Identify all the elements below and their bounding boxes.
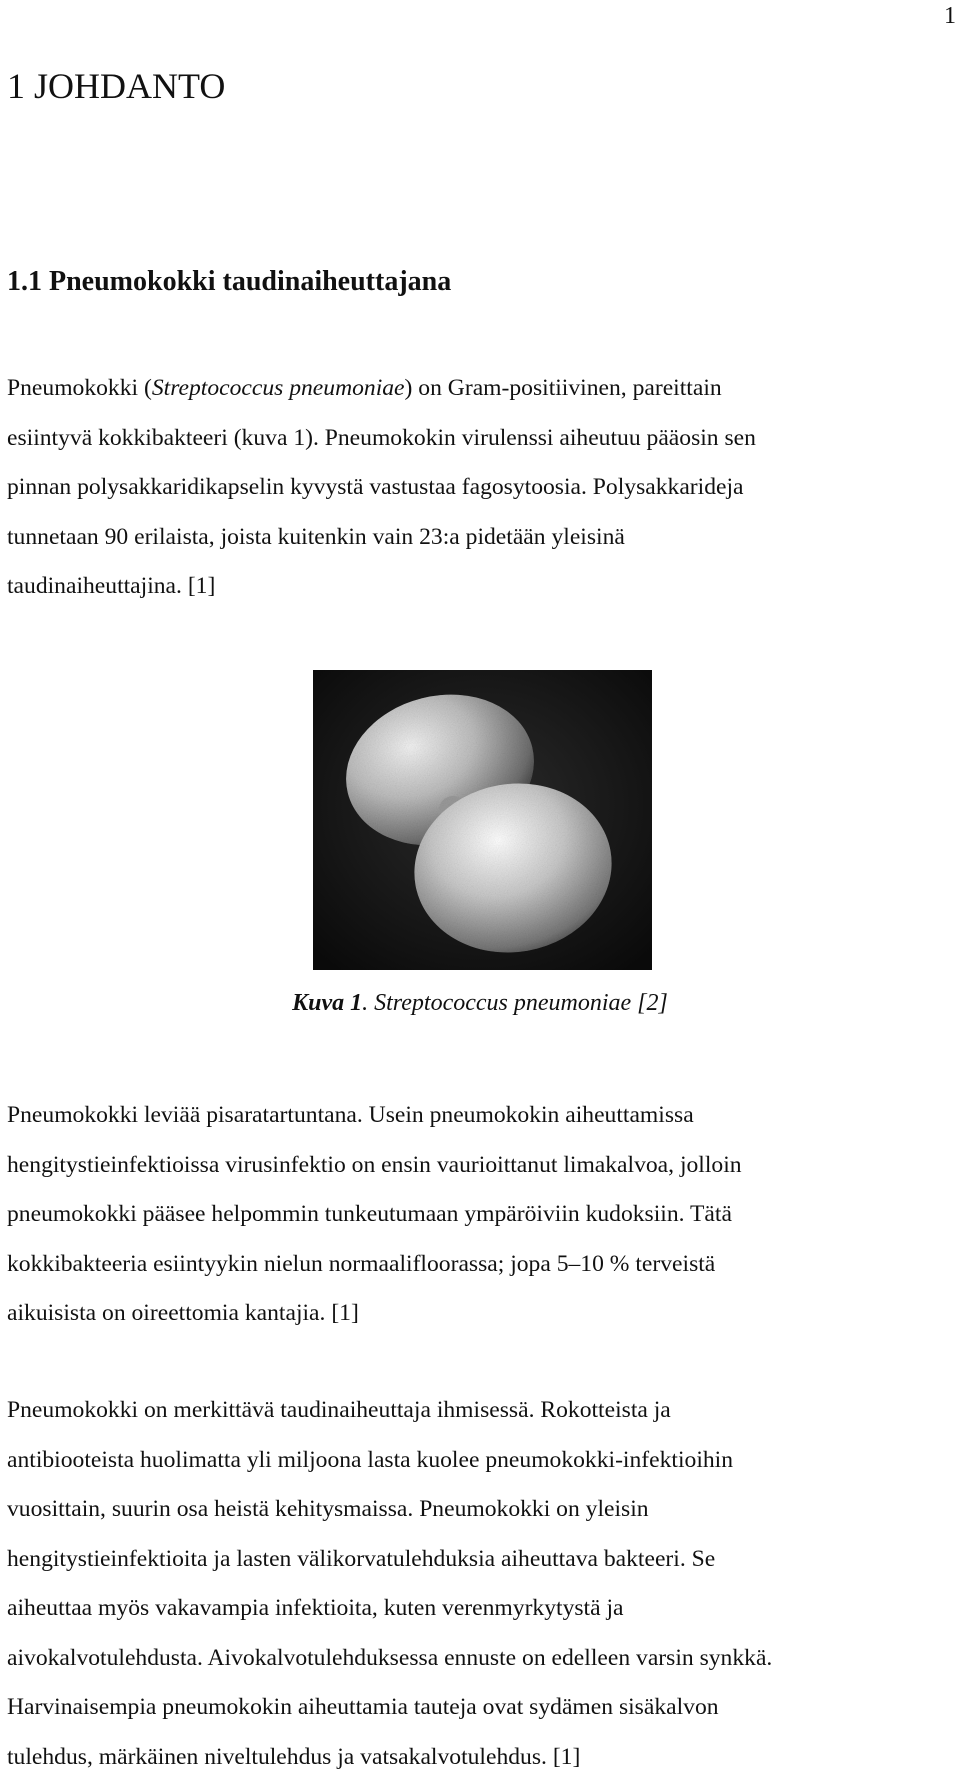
text-span: ) on Gram-positiivinen, pareittain	[405, 375, 722, 401]
caption-label: Kuva 1	[292, 990, 362, 1016]
species-name-italic: Streptococcus pneumoniae	[152, 375, 405, 401]
paragraph-line	[7, 364, 952, 414]
section-heading: 1.1 Pneumokokki taudinaiheuttajana	[7, 265, 451, 299]
paragraph-line: Harvinaisempia pneumokokin aiheuttamia tauteja ovat sydämen sisäkalvon	[7, 1683, 952, 1733]
paragraph-line: pneumokokki pääsee helpommin tunkeutumaan ympäröiviin kudoksiin. Tätä	[7, 1190, 952, 1240]
paragraph-line: Pneumokokki on merkittävä taudinaiheuttaja ihmisessä. Rokotteista ja	[7, 1386, 952, 1436]
paragraph-line: aivokalvotulehdusta. Aivokalvotulehduksessa ennuste on edelleen varsin synkkä.	[7, 1634, 952, 1684]
paragraph-line: taudinaiheuttajina. [1]	[7, 562, 952, 612]
bacteria-micrograph-image	[313, 670, 652, 970]
paragraph-line: hengitystieinfektioissa virusinfektio on ensin vaurioittanut limakalvoa, jolloin	[7, 1141, 952, 1191]
paragraph-line: vuosittain, suurin osa heistä kehitysmaissa. Pneumokokki on yleisin	[7, 1485, 952, 1535]
paragraph-line: tulehdus, märkäinen niveltulehdus ja vatsakalvotulehdus. [1]	[7, 1733, 952, 1782]
paragraph-line: aikuisista on oireettomia kantajia. [1]	[7, 1289, 952, 1339]
paragraph-significance	[7, 1386, 952, 1782]
paragraph-transmission	[7, 1091, 952, 1339]
paragraph-intro	[7, 364, 952, 612]
chapter-heading: 1 JOHDANTO	[7, 64, 225, 108]
paragraph-line: tunnetaan 90 erilaista, joista kuitenkin vain 23:a pidetään yleisinä	[7, 513, 952, 563]
paragraph-line: esiintyvä kokkibakteeri (kuva 1). Pneumokokin virulenssi aiheutuu pääosin sen	[7, 414, 952, 464]
paragraph-line: hengitystieinfektioita ja lasten välikorvatulehduksia aiheuttava bakteeri. Se	[7, 1535, 952, 1585]
text-span: Pneumokokki (	[7, 375, 152, 401]
figure-caption	[0, 988, 960, 1018]
caption-text: . Streptococcus pneumoniae [2]	[362, 990, 668, 1016]
paragraph-line: pinnan polysakkaridikapselin kyvystä vastustaa fagosytoosia. Polysakkarideja	[7, 463, 952, 513]
paragraph-line: Pneumokokki leviää pisaratartuntana. Usein pneumokokin aiheuttamissa	[7, 1091, 952, 1141]
paragraph-line: kokkibakteeria esiintyykin nielun normaalifloorassa; jopa 5–10 % terveistä	[7, 1240, 952, 1290]
page-number: 1	[944, 2, 956, 30]
paragraph-line: aiheuttaa myös vakavampia infektioita, kuten verenmyrkytystä ja	[7, 1584, 952, 1634]
paragraph-line: antibiooteista huolimatta yli miljoona lasta kuolee pneumokokki-infektioihin	[7, 1436, 952, 1486]
figure-micrograph	[313, 670, 652, 970]
